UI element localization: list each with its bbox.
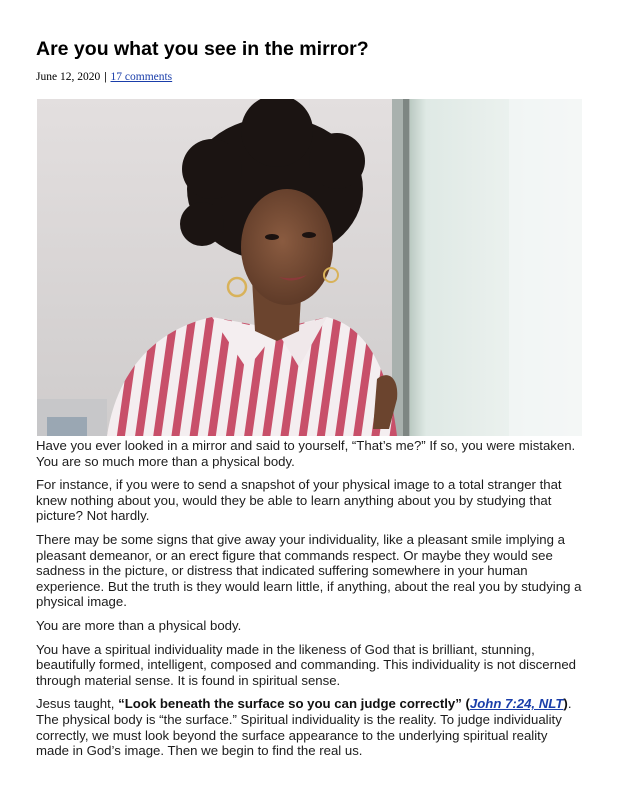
paragraph-rest: . The physical body is “the surface.” Spiritual individuality is the reality. To judge individuality correctly, we must look beyond the surface appearance to the underlying spiritual reality made in God’s image. Then we begin to find the real us. [36,696,572,759]
comments-link[interactable]: 17 comments [110,71,173,83]
paren-open: ( [461,696,470,712]
paragraph-scripture [36,696,584,758]
paragraph: You are more than a physical body. [36,617,242,633]
paragraph: For instance, if you were to send a snapshot of your physical image to a total stranger that knew nothing about you, would they be able to learn anything about you by studying that picture? Not hardly. [36,477,562,524]
paren-close: ) [563,696,568,712]
featured-image-illustration [37,99,582,436]
post-date: June 12, 2020 [36,71,101,83]
article-body [36,438,584,767]
paragraph-lead: Jesus taught, [36,696,119,712]
article-title: Are you what you see in the mirror? [36,38,369,60]
scripture-quote: “Look beneath the surface so you can judge correctly” [118,696,462,712]
article-meta [36,71,172,83]
meta-separator: | [104,71,107,83]
paragraph: There may be some signs that give away your individuality, like a pleasant smile implying a pleasant demeanor, or an erect figure that commands respect. Or maybe they would see sadness in the picture, or distress that indicated suffering somewhere in your human experience. But the truth is they would learn little, if anything, about the real you by studying a physical image. [36,531,582,610]
scripture-reference-link[interactable]: John 7:24, NLT [469,696,564,712]
featured-image [37,99,582,436]
paragraph: You have a spiritual individuality made in the likeness of God that is brilliant, stunning, beautifully formed, intelligent, composed and commanding. This individuality is not discerned through material sense. It is found in spiritual sense. [36,641,577,688]
paragraph: Have you ever looked in a mirror and said to yourself, “That’s me?” If so, you were mistaken. You are so much more than a physical body. [36,438,576,469]
